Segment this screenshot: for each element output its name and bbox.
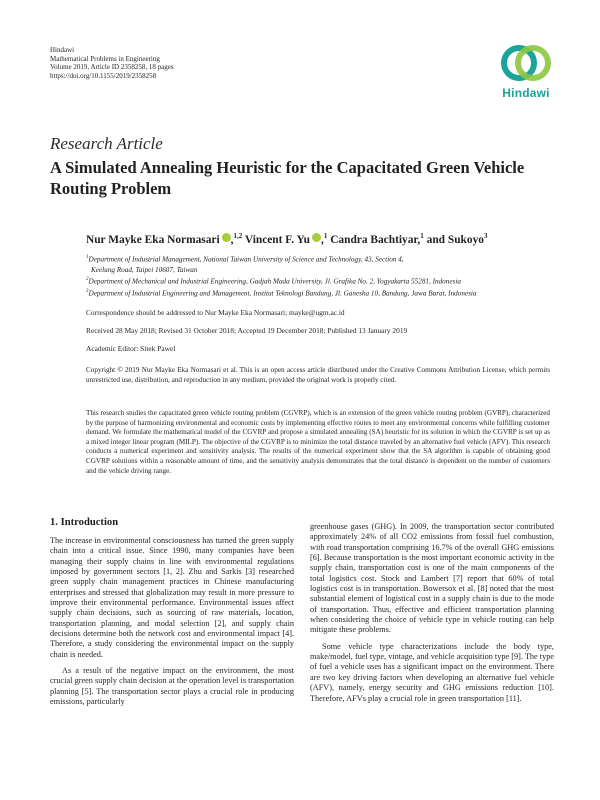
author-name[interactable]: Vincent F. Yu <box>244 233 310 246</box>
author-affiliation-sup: 3 <box>483 232 488 240</box>
affiliation-sup: 1 <box>86 255 89 260</box>
article-title: A Simulated Annealing Heuristic for the Capacitated Green Vehicle Routing Problem <box>50 158 525 198</box>
academic-editor: Academic Editor: Sitek Pawel <box>86 344 176 353</box>
author-affiliation-sup: 1 <box>323 232 328 240</box>
body-paragraph: As a result of the negative impact on the environment, the most crucial green supply chain decision at the operation level is transportation planning [5]. The transportation sector plays a crucial role in producing emissions, particularly <box>50 666 294 707</box>
author-list: Nur Mayke Eka Normasari ,$^{1,2}$ Vincent F. Yu ,$^1$ Candra Bachtiyar,$^1$ and Sukoyo$^3$ <box>86 232 488 246</box>
affiliation-text: Department of Industrial Management, National Taiwan University of Science and Technology, 43, Section 4, <box>88 255 404 264</box>
affiliations <box>86 253 566 299</box>
article-type: Research Article <box>50 134 163 153</box>
hindawi-logo[interactable] <box>494 40 558 104</box>
body-paragraph: The increase in environmental consciousness has turned the green supply chain into a critical issue. Since 1990, many companies have been managing their supply chains in line with environmental regulations imposed by government sectors [1, 2]. Zhu and Sarkis [3] researched green supply chain management practices in Chinese manufacturing enterprises and stressed that globalization may result in more pressure to improve their environmental performance. Environmental issues affect supply chain decisions, such as sourcing of raw materials, location, transportation planning, and modal selection [2], and supply chain decisions determine both the network cost and environmental impact [4]. Therefore, a study considering the environmental impact on the supply chain is needed. <box>50 536 294 659</box>
body-column-right <box>310 522 554 704</box>
affiliation-item <box>86 287 566 299</box>
affiliation-item-continued: Keelung Road, Taipei 10607, Taiwan <box>91 265 198 274</box>
body-column-left <box>50 536 294 708</box>
logo-wordmark: Hindawi <box>502 86 550 100</box>
affiliation-sup: 2 <box>86 277 89 283</box>
affiliation-item <box>86 275 566 287</box>
hindawi-logo-icon <box>498 40 554 86</box>
body-paragraph: greenhouse gases (GHG). In 2009, the transportation sector contributed approximately 24% of all CO2 emissions from fossil fuel combustion, with road transportation comprising 16.7% of the overall GHG emissions [6]. Because transportation is the most important economic activity in the supply chain, transportation cost is one of the main components of the total logistics cost. Stock and Lambert [7] report that 60% of total logistics cost is in transportation. Bowersox et al. [8] noted that the most substantial element of logistical cost in a supply chain is due to the mode of transportation. Thus, effective and efficient transportation planning when considering the choice of vehicle type in vehicle routing can help mitigate these problems. <box>310 522 554 635</box>
publication-dates: Received 28 May 2018; Revised 31 October 2018; Accepted 19 December 2018; Published 13 January 2019 <box>86 326 408 335</box>
affiliation-text: Department of Industrial Engineering and Management, Institut Teknologi Bandung, Jl. Ganesha 10, Bandung, Jawa Barat, Indonesia <box>88 289 477 298</box>
section-heading: 1. Introduction <box>50 517 119 528</box>
publisher-name: Hindawi <box>50 46 75 54</box>
doi-link[interactable]: https://doi.org/10.1155/2019/2358258 <box>50 71 157 80</box>
author-name[interactable]: and Sukoyo <box>426 233 484 246</box>
copyright-notice: Copyright © 2019 Nur Mayke Eka Normasari et al. This is an open access article distributed under the Creative Commons Attribution License, which permits unrestricted use, distribution, and reproduction in any medium, provided the original work is properly cited. <box>86 366 550 385</box>
journal-name: Mathematical Problems in Engineering <box>50 54 160 63</box>
journal-header <box>50 46 174 80</box>
abstract: This research studies the capacitated green vehicle routing problem (CGVRP), which is an extension of the green vehicle routing problem (GVRP), characterized by the purpose of harmonizing environmental and economic costs by implementing effective routes to meet any environmental concerns while fulfilling customer demand. We formulate the mathematical model of the CGVRP and propose a simulated annealing (SA) heuristic for its solution in which the CGVRP is set up as a mixed integer linear program (MILP). The objective of the CGVRP is to minimize the total distance traveled by an alternative fuel vehicle (AFV). This research conducts a numerical experiment and sensitivity analysis. The results of the numerical experiment show that the SA algorithm is capable of obtaining good CGVRP solutions within a reasonable amount of time, and the sensitivity analysis demonstrates that the total distance is dependent on the number of customers and the vehicle driving range. <box>86 409 550 475</box>
orcid-icon[interactable] <box>312 233 321 242</box>
affiliation-text: Department of Mechanical and Industrial Engineering, Gadjah Mada University, Jl. Grafika No. 2, Yogyakarta 55281, Indonesia <box>88 277 461 286</box>
affiliation-item <box>86 253 566 265</box>
author-name[interactable]: Nur Mayke Eka Normasari <box>86 233 220 246</box>
author-affiliation-sup: 1,2 <box>233 232 243 240</box>
affiliation-sup: 3 <box>86 289 89 295</box>
author-affiliation-sup: 1 <box>420 232 424 240</box>
body-paragraph: Some vehicle type characterizations include the body type, make/model, fuel type, vintage, and vehicle acquisition type [9]. The type of fuel a vehicle uses has a significant impact on the environment. There are two key driving factors when developing an alternative fuel vehicle (AFV), namely, energy security and GHG emissions reduction [10]. Therefore, AFVs play a crucial role in green transportation [11]. <box>310 641 554 703</box>
orcid-icon[interactable] <box>222 233 231 242</box>
author-name[interactable]: Candra Bachtiyar, <box>330 233 421 246</box>
correspondence-line: Correspondence should be addressed to Nur Mayke Eka Normasari; mayke@ugm.ac.id <box>86 308 345 317</box>
volume-line: Volume 2019, Article ID 2358258, 18 pages <box>50 63 174 72</box>
